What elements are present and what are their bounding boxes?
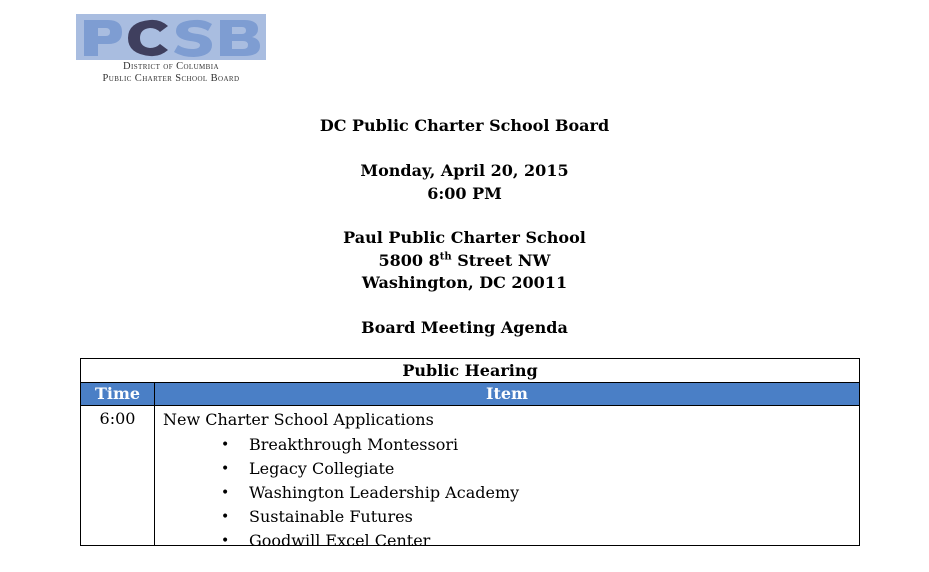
venue-street [0, 250, 929, 272]
logo-line-2: Public Charter School Board [102, 73, 240, 84]
item-title: New Charter School Applications [163, 410, 434, 429]
list-item [163, 481, 859, 505]
agenda-heading: Board Meeting Agenda [361, 318, 568, 337]
agenda-table [80, 358, 860, 550]
street-ordinal: th [439, 251, 452, 263]
list-item-label: Sustainable Futures [249, 507, 413, 526]
list-item-label: Legacy Collegiate [249, 459, 395, 478]
column-header-item: Item [486, 384, 528, 403]
venue-city: Washington, DC 20011 [361, 273, 568, 292]
section-title: Public Hearing [81, 359, 859, 383]
bullet-icon: • [221, 533, 230, 549]
list-item [163, 433, 859, 457]
row-item-cell [155, 406, 859, 550]
street-name: Street NW [451, 251, 551, 270]
venue-name: Paul Public Charter School [343, 228, 586, 247]
table-header-row [81, 383, 859, 406]
list-item [163, 529, 859, 553]
list-item-label: Breakthrough Montessori [249, 435, 459, 454]
applicant-list [163, 433, 859, 553]
table-row [81, 406, 859, 550]
pcsb-logo [76, 14, 266, 88]
bullet-icon: • [221, 437, 230, 453]
street-number: 5800 8 [378, 251, 440, 270]
bullet-icon: • [221, 509, 230, 525]
org-title: DC Public Charter School Board [319, 116, 610, 135]
pcsb-wordmark-icon [76, 14, 266, 60]
meeting-date: Monday, April 20, 2015 [360, 161, 569, 180]
bullet-icon: • [221, 461, 230, 477]
bullet-icon: • [221, 485, 230, 501]
list-item-label: Washington Leadership Academy [249, 483, 520, 502]
logo-letter-b-fill [220, 20, 260, 56]
list-item [163, 505, 859, 529]
list-item [163, 457, 859, 481]
row-time-cell: 6:00 [81, 406, 155, 546]
logo-line-1: District of Columbia [123, 61, 219, 72]
column-header-time: Time [81, 383, 155, 405]
meeting-time: 6:00 PM [427, 184, 502, 203]
list-item-label: Goodwill Excel Center [249, 531, 431, 550]
